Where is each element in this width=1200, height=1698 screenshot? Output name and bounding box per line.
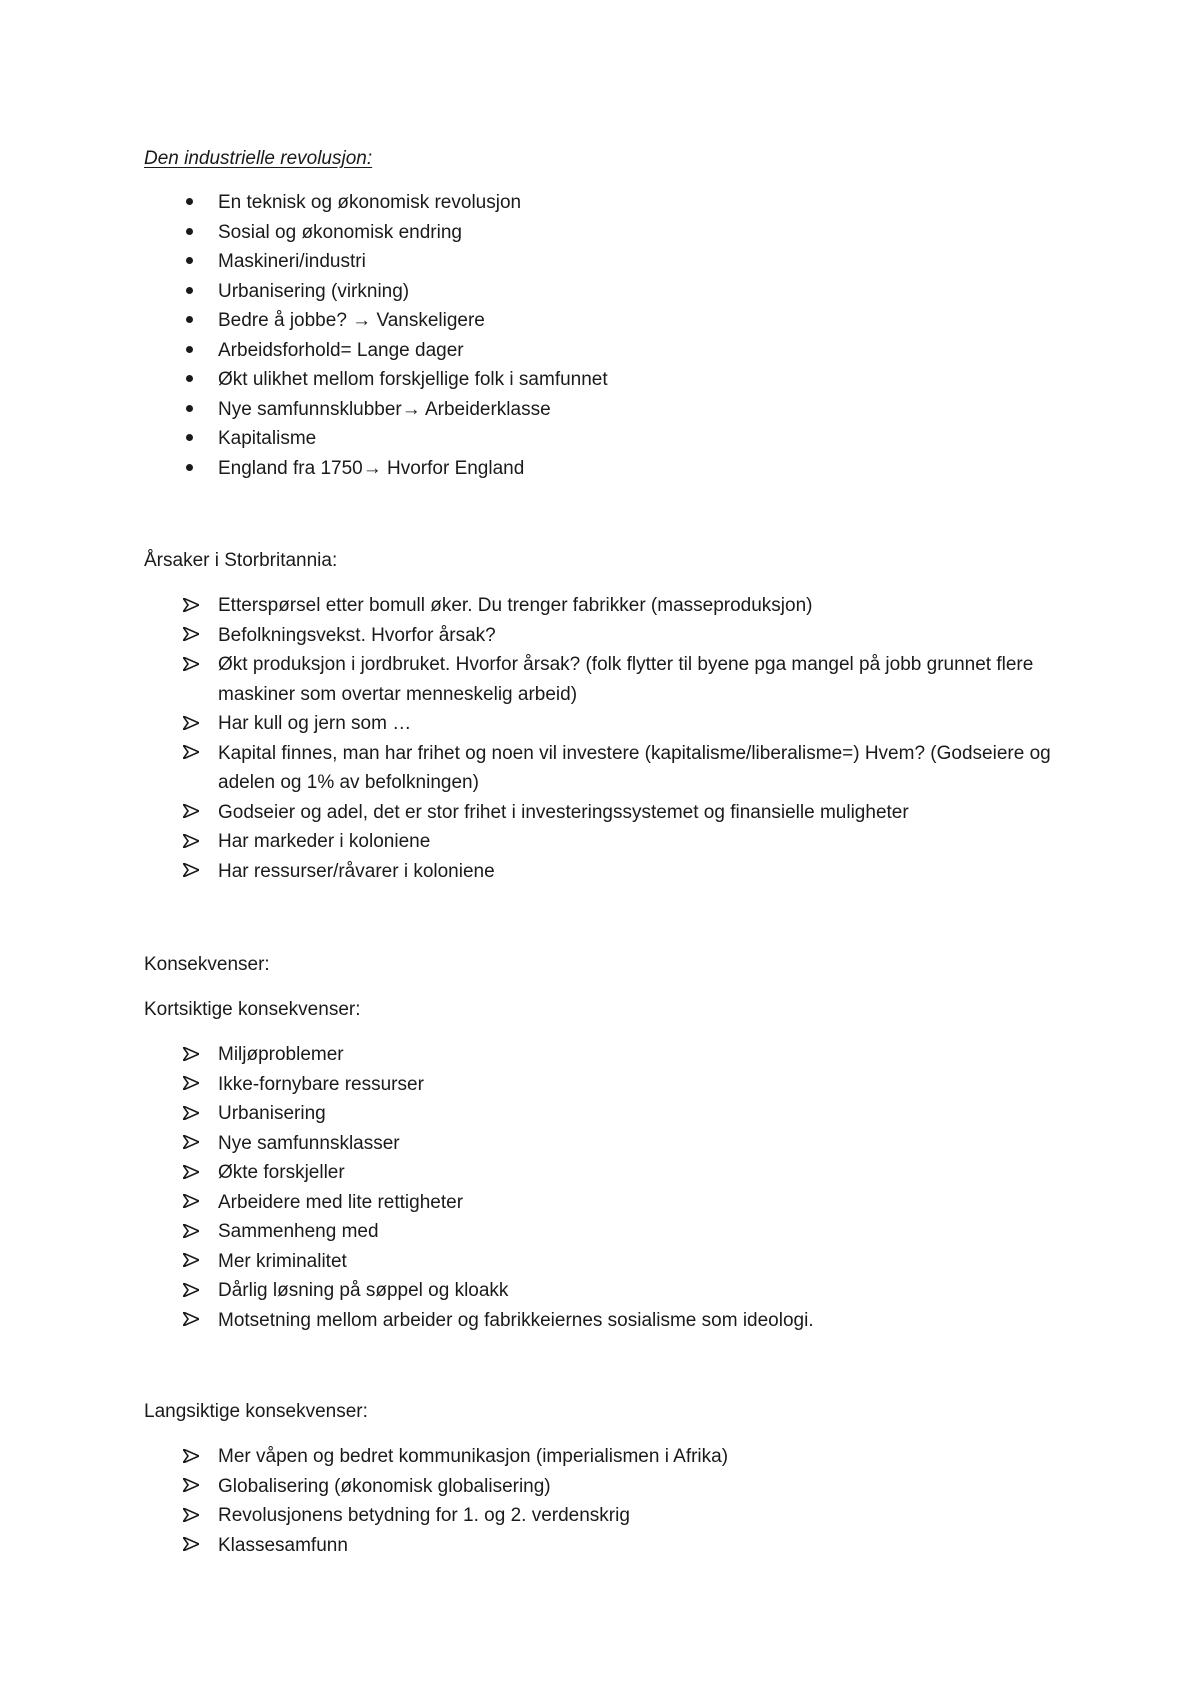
arrowhead-bullet-icon <box>183 1247 203 1277</box>
arrow-list-causes <box>0 591 1200 886</box>
bullet-list-industrial-revolution <box>0 188 1200 483</box>
bullet-icon <box>183 188 203 218</box>
bullet-icon <box>183 277 203 307</box>
arrowhead-bullet-icon <box>183 621 203 651</box>
bullet-icon <box>183 306 203 336</box>
list-item: Etterspørsel etter bomull øker. Du trenger fabrikker (masseproduksjon) <box>0 591 1200 621</box>
list-item: Dårlig løsning på søppel og kloakk <box>0 1276 1200 1306</box>
arrowhead-bullet-icon <box>183 1472 203 1502</box>
section-heading-industrial-revolution: Den industrielle revolusjon: <box>144 148 373 169</box>
list-item: Arbeidere med lite rettigheter <box>0 1188 1200 1218</box>
arrowhead-bullet-icon <box>183 1306 203 1336</box>
subheading-short-term-consequences: Kortsiktige konsekvenser: <box>144 999 361 1020</box>
arrowhead-bullet-icon <box>183 1531 203 1561</box>
list-item: Revolusjonens betydning for 1. og 2. verdenskrig <box>0 1501 1200 1531</box>
arrowhead-bullet-icon <box>183 1217 203 1247</box>
arrowhead-bullet-icon <box>183 827 203 857</box>
arrowhead-bullet-icon <box>183 1070 203 1100</box>
list-item: Miljøproblemer <box>0 1040 1200 1070</box>
arrow-list-long-term <box>0 1442 1200 1560</box>
section-heading-causes: Årsaker i Storbritannia: <box>144 550 338 571</box>
bullet-icon <box>183 454 203 484</box>
list-item: Befolkningsvekst. Hvorfor årsak? <box>0 621 1200 651</box>
bullet-icon <box>183 247 203 277</box>
arrowhead-bullet-icon <box>183 1501 203 1531</box>
list-item: Har kull og jern som … <box>0 709 1200 739</box>
arrowhead-bullet-icon <box>183 650 203 680</box>
list-item: Økt produksjon i jordbruket. Hvorfor årsak? (folk flytter til byene pga mangel på jobb grunnet flere maskiner som overtar menneskelig arbeid) <box>0 650 1200 709</box>
arrowhead-bullet-icon <box>183 739 203 769</box>
list-item: En teknisk og økonomisk revolusjon <box>0 188 1200 218</box>
list-item: Urbanisering (virkning) <box>0 277 1200 307</box>
bullet-icon <box>183 365 203 395</box>
bullet-icon <box>183 424 203 454</box>
list-item: Sosial og økonomisk endring <box>0 218 1200 248</box>
list-item: Motsetning mellom arbeider og fabrikkeiernes sosialisme som ideologi. <box>0 1306 1200 1336</box>
arrowhead-bullet-icon <box>183 798 203 828</box>
arrowhead-bullet-icon <box>183 1099 203 1129</box>
list-item: Mer våpen og bedret kommunikasjon (imperialismen i Afrika) <box>0 1442 1200 1472</box>
list-item: Kapital finnes, man har frihet og noen vil investere (kapitalisme/liberalisme=) Hvem? (Godseiere og adelen og 1% av befolkningen) <box>0 739 1200 798</box>
list-item: Bedre å jobbe? → Vanskeligere <box>0 306 1200 336</box>
arrowhead-bullet-icon <box>183 1040 203 1070</box>
arrowhead-bullet-icon <box>183 1188 203 1218</box>
list-item: Godseier og adel, det er stor frihet i investeringssystemet og finansielle muligheter <box>0 798 1200 828</box>
arrowhead-bullet-icon <box>183 1276 203 1306</box>
arrowhead-bullet-icon <box>183 1442 203 1472</box>
list-item: Har markeder i koloniene <box>0 827 1200 857</box>
list-item: Urbanisering <box>0 1099 1200 1129</box>
list-item: Sammenheng med <box>0 1217 1200 1247</box>
list-item: Kapitalisme <box>0 424 1200 454</box>
list-item: Klassesamfunn <box>0 1531 1200 1561</box>
bullet-icon <box>183 395 203 425</box>
arrowhead-bullet-icon <box>183 1129 203 1159</box>
list-item: Arbeidsforhold= Lange dager <box>0 336 1200 366</box>
arrowhead-bullet-icon <box>183 1158 203 1188</box>
arrowhead-bullet-icon <box>183 857 203 887</box>
list-item: Ikke-fornybare ressurser <box>0 1070 1200 1100</box>
bullet-icon <box>183 336 203 366</box>
bullet-icon <box>183 218 203 248</box>
list-item: England fra 1750→ Hvorfor England <box>0 454 1200 484</box>
list-item: Har ressurser/råvarer i koloniene <box>0 857 1200 887</box>
arrow-list-short-term <box>0 1040 1200 1335</box>
section-heading-long-term-consequences: Langsiktige konsekvenser: <box>144 1401 368 1422</box>
list-item: Mer kriminalitet <box>0 1247 1200 1277</box>
section-heading-consequences: Konsekvenser: <box>144 954 270 975</box>
list-item: Økte forskjeller <box>0 1158 1200 1188</box>
arrowhead-bullet-icon <box>183 591 203 621</box>
list-item: Maskineri/industri <box>0 247 1200 277</box>
list-item: Økt ulikhet mellom forskjellige folk i samfunnet <box>0 365 1200 395</box>
list-item: Nye samfunnsklubber→ Arbeiderklasse <box>0 395 1200 425</box>
list-item: Nye samfunnsklasser <box>0 1129 1200 1159</box>
list-item: Globalisering (økonomisk globalisering) <box>0 1472 1200 1502</box>
arrowhead-bullet-icon <box>183 709 203 739</box>
